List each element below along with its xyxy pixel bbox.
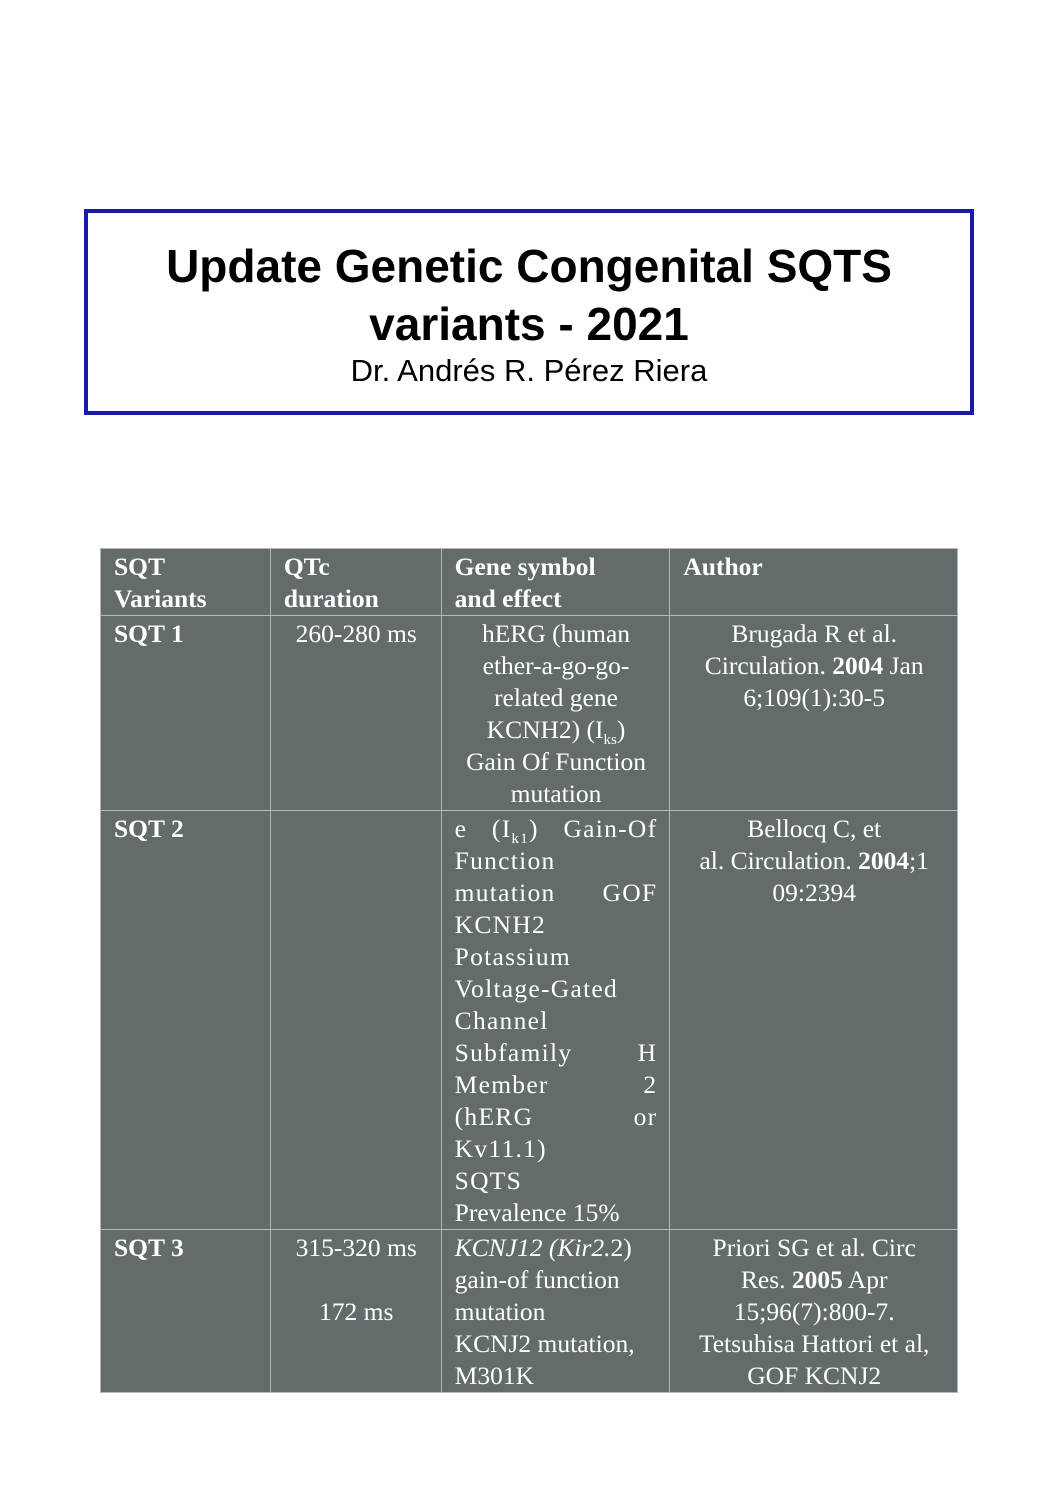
author-line: 09:2394	[772, 878, 856, 907]
author-name: Dr. Andrés R. Pérez Riera	[350, 353, 708, 388]
table-header-row	[101, 549, 958, 616]
gene-line: Member 2	[454, 1070, 658, 1099]
author-line: GOF KCNJ2	[747, 1361, 882, 1390]
author-line: Res. 2005 Apr	[740, 1265, 888, 1294]
sqt-variants-table	[100, 548, 958, 1393]
gene-line: Channel	[454, 1006, 549, 1035]
gene-line: mutation GOF	[454, 878, 658, 907]
author-cell	[670, 811, 958, 1230]
gene-line: KCNJ12 (Kir2.2)	[454, 1233, 632, 1262]
variant-cell: SQT 1	[101, 616, 271, 811]
author-line: Brugada R et al.	[731, 619, 898, 648]
author-line: Priori SG et al. Circ	[712, 1233, 916, 1262]
page-title-line-2: variants - 2021	[369, 298, 689, 350]
gene-line: gain-of function	[454, 1265, 620, 1294]
gene-line: ether-a-go-go-	[482, 651, 630, 680]
qtc-cell: 260-280 ms	[270, 616, 441, 811]
gene-line: (hERG or	[454, 1102, 658, 1131]
header-text: and effect	[454, 584, 562, 613]
gene-line: Kv11.1)	[454, 1134, 547, 1163]
gene-line: Subfamily H	[454, 1038, 658, 1067]
gene-line: mutation	[454, 1297, 546, 1326]
gene-line: KCNJ2 mutation,	[454, 1329, 635, 1358]
gene-line: KCNH2	[454, 910, 547, 939]
author-cell	[670, 616, 958, 811]
header-text: Variants	[114, 584, 207, 613]
variant-cell: SQT 2	[101, 811, 271, 1230]
variant-cell: SQT 3	[101, 1230, 271, 1393]
author-line: Bellocq C, et	[747, 814, 882, 843]
gene-line: e $(I_{k1})$ Gain-Of	[454, 814, 658, 848]
qtc-cell	[270, 811, 441, 1230]
header-text: QTc	[283, 552, 330, 581]
qtc-value: 172 ms	[319, 1297, 394, 1326]
table-row	[101, 1230, 958, 1393]
gene-cell	[441, 1230, 670, 1393]
gene-line: related gene	[494, 683, 618, 712]
gene-line: Potassium	[454, 942, 571, 971]
gene-line: Function	[454, 846, 556, 875]
gene-cell	[441, 811, 670, 1230]
header-qtc-duration	[270, 549, 441, 616]
author-line: 15;96(7):800-7.	[733, 1297, 895, 1326]
qtc-cell	[270, 1230, 441, 1393]
gene-line: Voltage-Gated	[454, 974, 619, 1003]
author-line: al. Circulation. 2004;1	[699, 846, 929, 875]
page-title-line-1: Update Genetic Congenital SQTS	[166, 240, 892, 292]
gene-line: Gain Of Function	[466, 747, 646, 776]
header-author	[670, 549, 958, 616]
header-sqt-variants	[101, 549, 271, 616]
qtc-value: 315-320 ms	[295, 1233, 417, 1262]
header-text: duration	[283, 584, 379, 613]
header-text: Author	[683, 552, 763, 581]
author-line: Tetsuhisa Hattori et al,	[698, 1329, 930, 1358]
gene-line: hERG (human	[482, 619, 631, 648]
title-box	[84, 209, 974, 415]
gene-line: M301K	[454, 1361, 534, 1390]
header-gene-symbol	[441, 549, 670, 616]
author-line: Circulation. 2004 Jan	[704, 651, 924, 680]
gene-cell	[441, 616, 670, 811]
table-row	[101, 811, 958, 1230]
header-text: SQT	[114, 552, 166, 581]
gene-line: Prevalence 15%	[454, 1198, 620, 1227]
table-row	[101, 616, 958, 811]
gene-line: SQTS	[454, 1166, 523, 1195]
gene-line: KCNH2) $(I_{ks})$	[486, 715, 626, 749]
author-cell	[670, 1230, 958, 1393]
author-line: 6;109(1):30-5	[743, 683, 886, 712]
gene-line: mutation	[510, 779, 602, 808]
header-text: Gene symbol	[454, 552, 596, 581]
